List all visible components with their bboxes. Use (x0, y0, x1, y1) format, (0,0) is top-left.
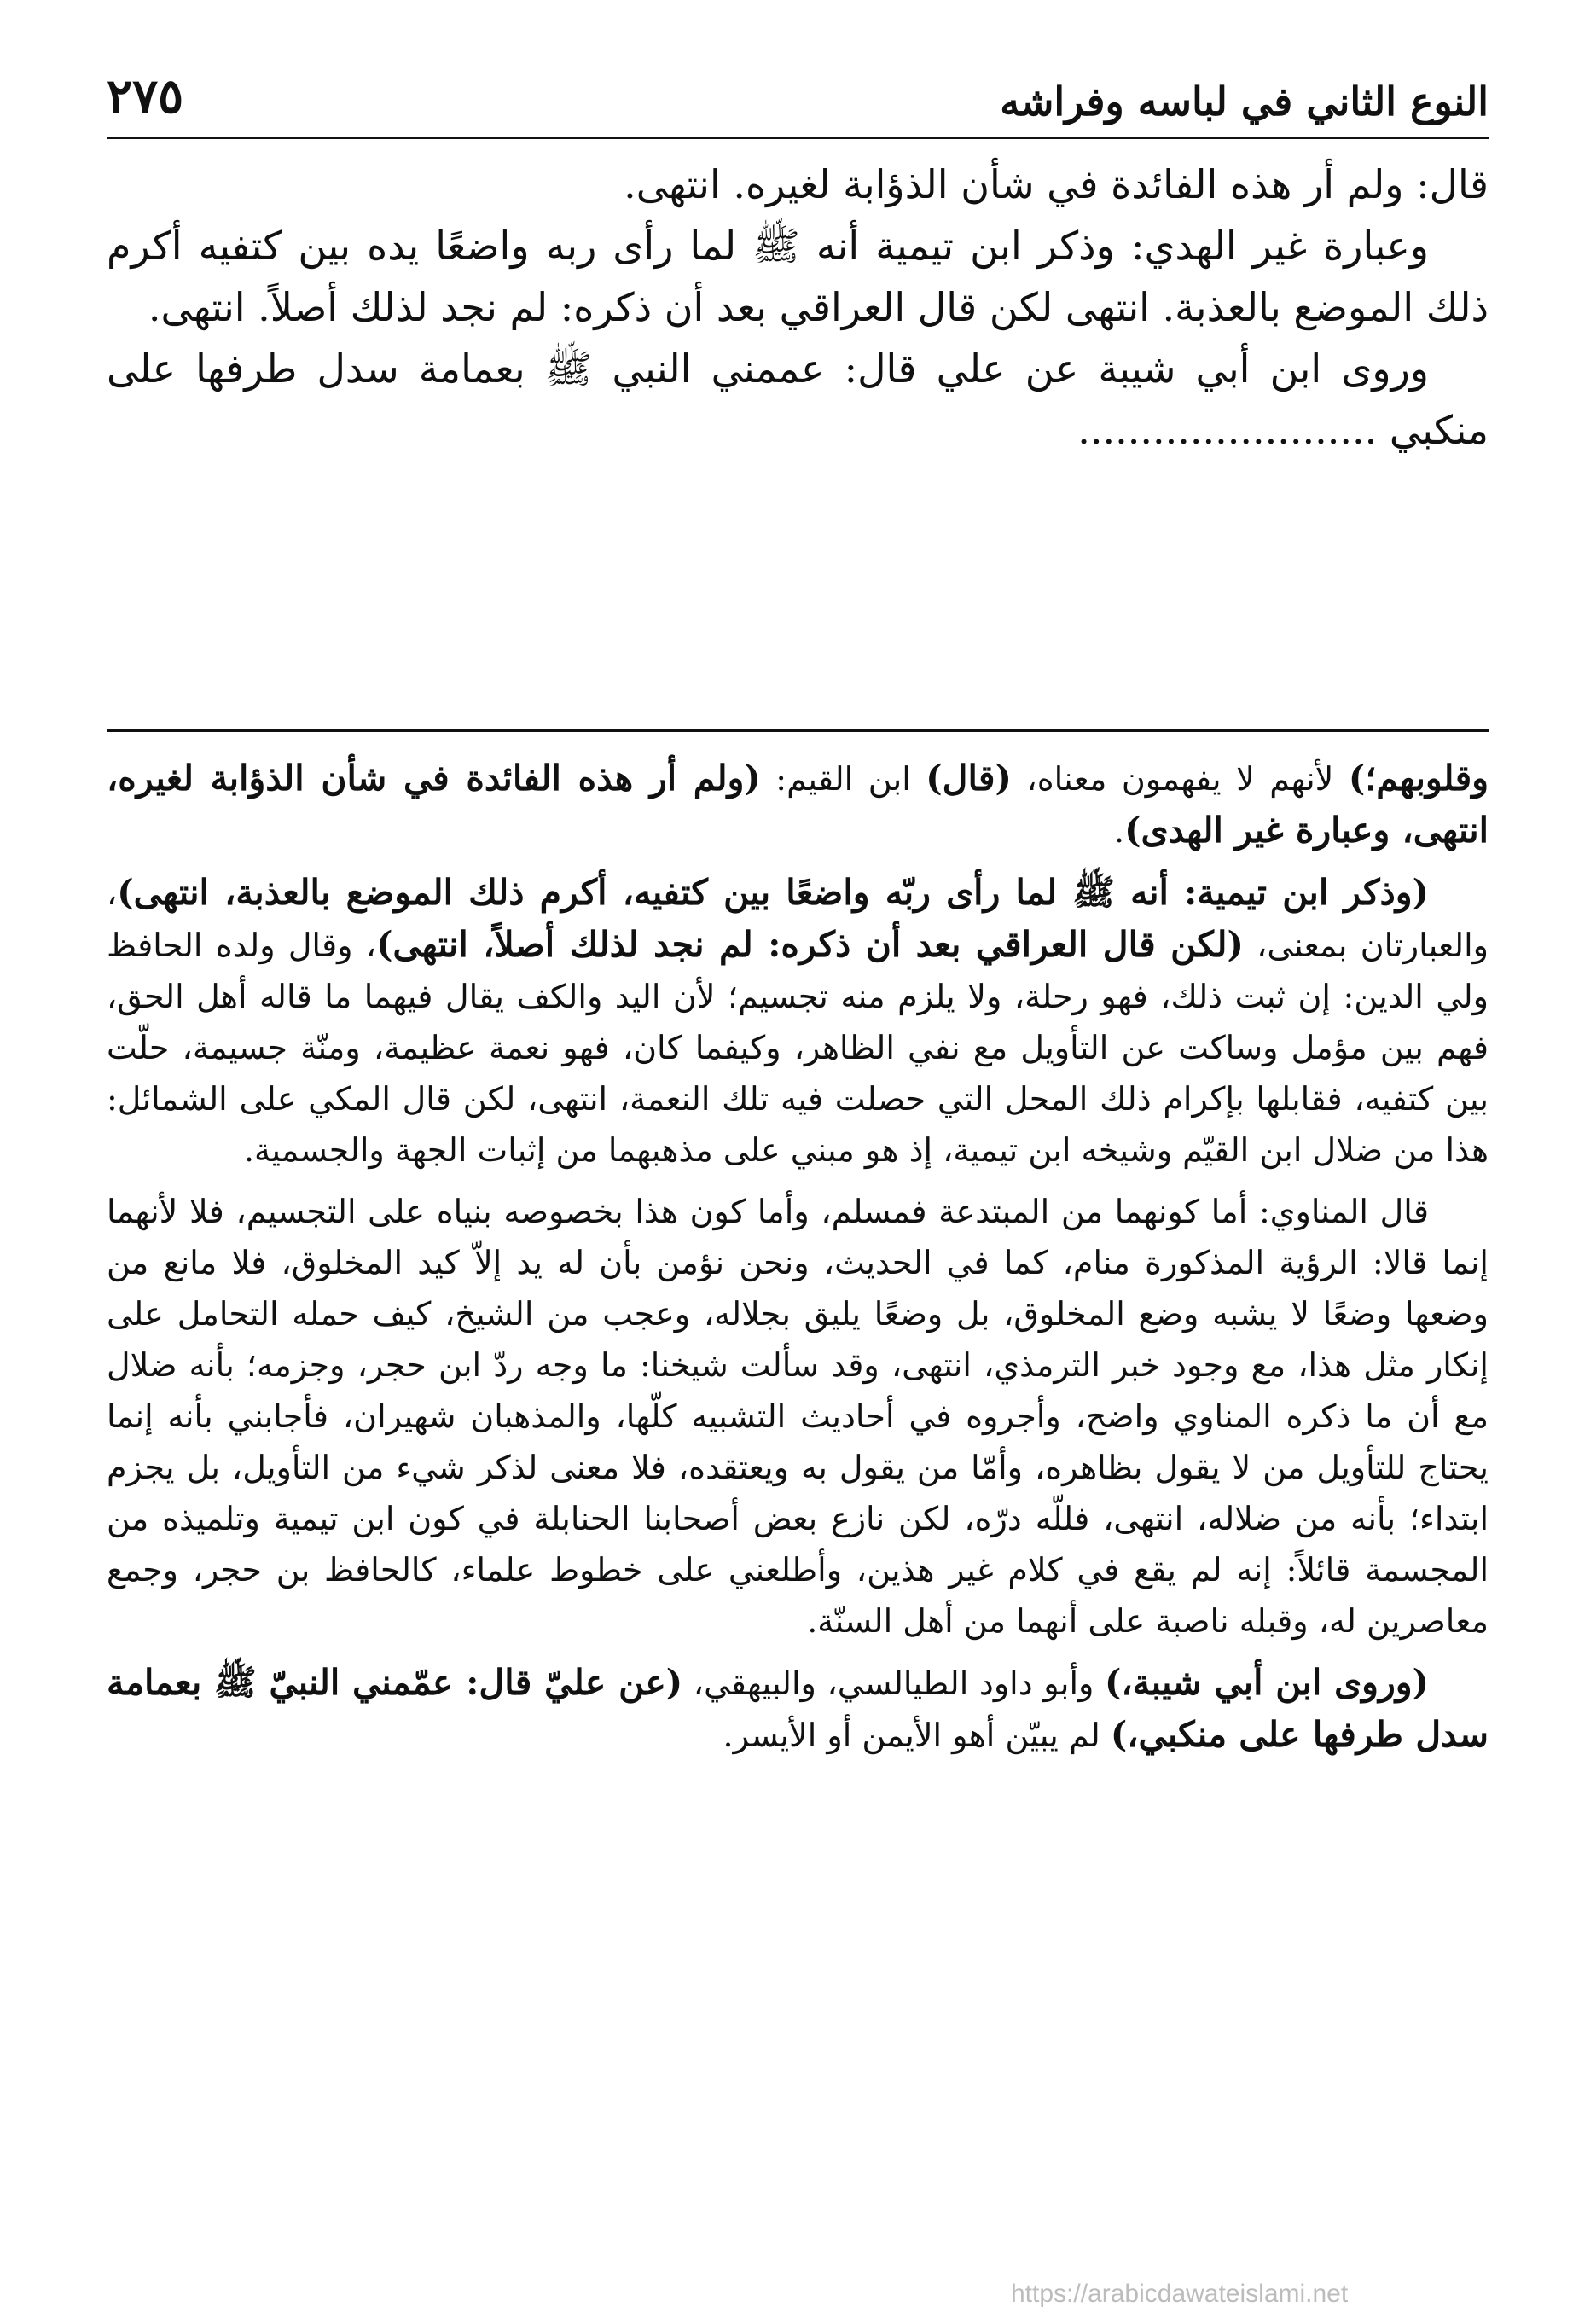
section-rule (107, 729, 1489, 732)
matn-text (107, 154, 1489, 461)
header-rule (107, 137, 1489, 139)
commentary-text-run: لأنهم لا يفهمون معناه، (1011, 760, 1349, 798)
commentary-text (107, 752, 1489, 1771)
commentary-text-run: ، والعبارتان بمعنى، (107, 874, 1489, 964)
quoted-text: (عن عليّ قال: عمّمني النبيّ ﷺ بعمامة سدل طرفها على منكبي،) (107, 1662, 1489, 1755)
page-number: ٢٧٥ (107, 68, 184, 125)
commentary-paragraph-1 (107, 752, 1489, 857)
commentary-text-run: ، وقال ولده الحافظ ولي الدين: إن ثبت ذلك، فهو رحلة، ولا يلزم منه تجسيم؛ لأن اليد والكف يقال فيهما ما قاله أهل الحق، فهم بين مؤمل وساكت عن التأويل مع نفي الظاهر، وكيفما كان، فهو نعمة عظيمة، ومنّة جسيمة، حلّت بين كتفيه، فقابلها بإكرام ذلك المحل التي حصلت فيه تلك النعمة، انتهى، لكن قال المكي على الشمائل: هذا من ضلال ابن القيّم وشيخه ابن تيمية، إذ هو مبني على مذهبهما من إثبات الجهة والجسمية. (107, 927, 1489, 1169)
matn-dots: ........................ (1077, 407, 1378, 453)
commentary-paragraph-3: قال المناوي: أما كونهما من المبتدعة فمسلم، وأما كون هذا بخصوصه بنياه على التجسيم، فلا لأنهما إنما قالا: الرؤية المذكورة منام، كما في الحديث، ونحن نؤمن بأن له يد إلاّ كيد المخلوق، فلا مانع من وضعها وضعًا لا يشبه وضع المخلوق، بل وضعًا يليق بجلاله، وعجب من الشيخ، كيف حمله التحامل على إنكار مثل هذا، مع وجود خبر الترمذي، انتهى، وقد سألت شيخنا: ما وجه ردّ ابن حجر، وجزمه؛ بأنه ضلال مع أن ما ذكره المناوي واضح، وأجروه في أحاديث التشبيه كلّها، والمذهبان شهيران، فأجابني بأنه إنما يحتاج للتأويل من لا يقول بظاهره، وأمّا من يقول به ويعتقده، فلا معنى لذكر شيء من التأويل، بل يجزم ابتداء؛ بأنه من ضلاله، انتهى، فللّه درّه، لكن نازع بعض أصحابنا الحنابلة في كون ابن تيمية وتلميذه من المجسمة قائلاً: إنه لم يقع في كلام غير هذين، وأطلعني على خطوط علماء، كالحافظ بن حجر، وجمع معاصرين له، وقبله ناصبة على أنهما من أهل السنّة. (107, 1193, 1489, 1640)
quoted-text: (وذكر ابن تيمية: أنه ﷺ لما رأى ربّه واضعًا بين كتفيه، أكرم ذلك الموضع بالعذبة، انتهى) (117, 872, 1429, 913)
commentary-text-run: وأبو داود الطيالسي، والبيهقي، (682, 1665, 1105, 1702)
matn-paragraph-1: قال: ولم أر هذه الفائدة في شأن الذؤابة لغيره. انتهى. (624, 161, 1489, 207)
matn-paragraph-2: وعبارة غير الهدي: وذكر ابن تيمية أنه ﷺ لما رأى ربه واضعًا يده بين كتفيه أكرم ذلك الموضع بالعذبة. انتهى لكن قال العراقي بعد أن ذكره: لم نجد لذلك أصلاً. انتهى. (107, 223, 1489, 330)
quoted-text: وقلوبهم؛) (1348, 758, 1489, 799)
watermark-url: https://arabicdawateislami.net (1011, 2280, 1349, 2308)
commentary-text-run: ابن القيم: (760, 760, 926, 798)
matn-paragraph-3 (107, 338, 1489, 461)
quoted-text: (ولم أر هذه الفائدة في شأن الذؤابة لغيره، انتهى، وعبارة غير الهدى) (107, 758, 1489, 851)
commentary-paragraph-4 (107, 1657, 1489, 1761)
commentary-text-run: . (1113, 812, 1125, 850)
quoted-text: (قال) (926, 758, 1012, 799)
quoted-text: (وروى ابن أبي شيبة،) (1104, 1662, 1429, 1703)
page-header (107, 68, 1489, 128)
matn-paragraph-3-text: وروى ابن أبي شيبة عن علي قال: عممني النبي ﷺ بعمامة سدل طرفها على منكبي (107, 346, 1489, 453)
quoted-text: (لكن قال العراقي بعد أن ذكره: لم نجد لذلك أصلاً، انتهى) (376, 924, 1244, 965)
running-title: النوع الثاني في لباسه وفراشه (1000, 78, 1489, 125)
commentary-text-run: لم يبيّن أهو الأيمن أو الأيسر. (723, 1717, 1111, 1754)
book-page (107, 51, 1489, 2304)
commentary-paragraph-2 (107, 867, 1489, 1176)
